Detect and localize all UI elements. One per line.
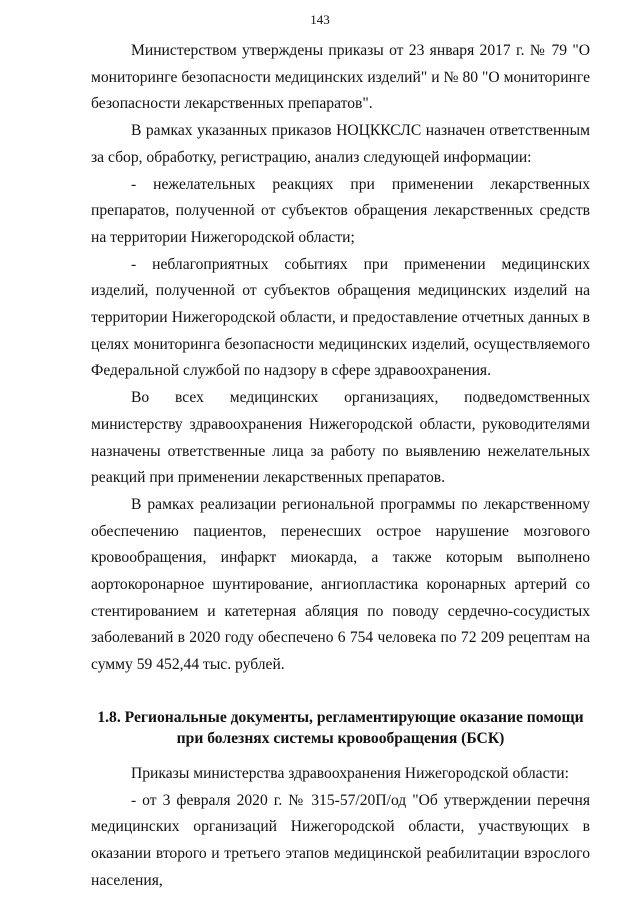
- paragraph-orders: Министерством утверждены приказы от 23 января 2017 г. № 79 "О мониторинге безопасности медицинских изделий" и № 80 "О мониторинге безопасности лекарственных препаратов".: [91, 42, 590, 113]
- paragraph-regional-program: В рамках реализации региональной программы по лекарственному обеспечению пациентов, перенесших острое нарушение мозгового кровообращения, инфаркт миокарда, а также которым выполнено аортокоронарное шунтирование, ангиопластика коронарных артерий со стентированием и катетерная абляция по поводу сердечно-сосудистых заболеваний в 2020 году обеспечено 6 754 человека по 72 209 рецептам на сумму 59 452,44 тыс. рублей.: [91, 495, 590, 674]
- list-item-drug-reactions: - нежелательных реакциях при применении лекарственных препаратов, полученной от субъектов обращения лекарственных средств на территории Нижегородской области;: [91, 175, 590, 246]
- list-item-device-events: - неблагоприятных событиях при применении медицинских изделий, полученной от субъектов обращения медицинских изделий на территории Нижегородской области, и предоставление отчетных данных в целях мониторинга безопасности медицинских изделий, осуществляемого Федеральной службой по надзору в сфере здравоохранения.: [91, 255, 590, 380]
- paragraph-ministry-orders: Приказы министерства здравоохранения Нижегородской области:: [131, 764, 569, 782]
- paragraph-responsible: В рамках указанных приказов НОЦККСЛС назначен ответственным за сбор, обработку, регистрацию, анализ следующей информации:: [91, 122, 590, 166]
- page-number: 143: [310, 12, 330, 27]
- page-body: [91, 38, 590, 894]
- section-heading: 1.8. Региональные документы, регламентирующие оказание помощи при болезнях системы кровообращения (БСК): [97, 708, 584, 747]
- list-item-order-315: - от 3 февраля 2020 г. № 315-57/20П/од "Об утверждении перечня медицинских организаций Нижегородской области, участвующих в оказании второго и третьего этапов медицинской реабилитации взрослого населения,: [91, 791, 590, 889]
- paragraph-medical-organizations: Во всех медицинских организациях, подведомственных министерству здравоохранения Нижегородской области, руководителями назначены ответственные лица за работу по выявлению нежелательных реакций при применении лекарственных препаратов.: [91, 389, 590, 487]
